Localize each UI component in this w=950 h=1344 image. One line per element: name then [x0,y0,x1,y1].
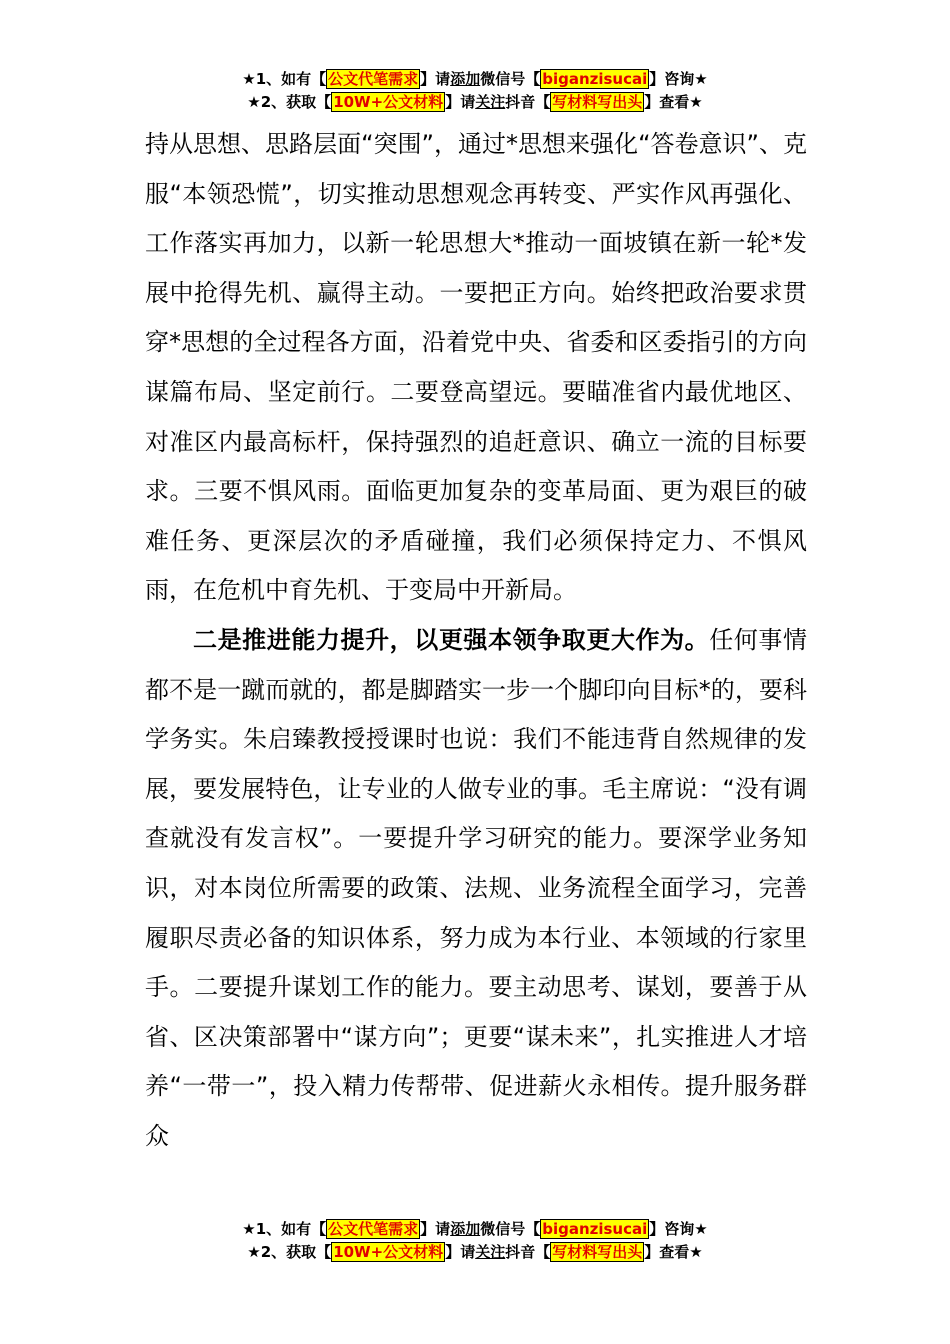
banner-highlight: 公文代笔需求 [328,1220,419,1238]
banner-line-2 [0,91,950,114]
banner-text: 】请 [420,70,451,88]
banner-line-1 [0,68,950,91]
banner-highlight: 10W+公文材料 [333,1243,444,1261]
banner-highlight: 10W+公文材料 [333,93,444,111]
banner-underline: 关注 [475,1243,506,1261]
paragraph-2-heading: 二是推进能力提升，以更强本领争取更大作为。 [193,625,710,654]
document-body [145,120,807,1161]
banner-text: 抖音【 [505,1243,551,1261]
banner-text: 】请 [445,1243,476,1261]
banner-text: 】查看★ [644,1243,703,1261]
banner-highlight: biganzisucai [542,1220,648,1238]
banner-text: 】请 [445,93,476,111]
banner-text: 】咨询★ [649,70,708,88]
banner-text: ★2、获取【 [247,1243,332,1261]
banner-highlight: 公文代笔需求 [328,70,419,88]
banner-text: 】咨询★ [649,1220,708,1238]
banner-text: ★1、如有【 [242,1220,327,1238]
banner-text: ★1、如有【 [242,70,327,88]
paragraph-2 [145,616,807,1162]
footer-banner [0,1218,950,1264]
paragraph-2-body: 任何事情都不是一蹴而就的，都是脚踏实一步一个脚印向目标*的，要科学务实。朱启臻教授授课时也说：我们不能违背自然规律的发展，要发展特色，让专业的人做专业的事。毛主席说：“没有调查就没有发言权”。一要提升学习研究的能力。要深学业务知识，对本岗位所需要的政策、法规、业务流程全面学习，完善履职尽责必备的知识体系，努力成为本行业、本领域的行家里手。二要提升谋划工作的能力。要主动思考、谋划，要善于从省、区决策部署中“谋方向”；更要“谋未来”，扎实推进人才培养“一带一”，投入精力传帮带、促进薪火永相传。提升服务群众 [145,625,807,1150]
banner-highlight: 写材料写出头 [552,93,643,111]
banner-line-2 [0,1241,950,1264]
banner-text: ★2、获取【 [247,93,332,111]
banner-highlight: 写材料写出头 [552,1243,643,1261]
paragraph-1: 持从思想、思路层面“突围”，通过*思想来强化“答卷意识”、克服“本领恐慌”，切实推动思想观念再转变、严实作风再强化、工作落实再加力，以新一轮思想大*推动一面坡镇在新一轮*发展中抢得先机、赢得主动。一要把正方向。始终把政治要求贯穿*思想的全过程各方面，沿着党中央、省委和区委指引的方向谋篇布局、坚定前行。二要登高望远。要瞄准省内最优地区、对准区内最高标杆，保持强烈的追赶意识、确立一流的目标要求。三要不惧风雨。面临更加复杂的变革局面、更为艰巨的破难任务、更深层次的矛盾碰撞，我们必须保持定力、不惧风雨，在危机中育先机、于变局中开新局。 [145,130,807,605]
banner-text: 】查看★ [644,93,703,111]
banner-underline: 关注 [475,93,506,111]
banner-text: 抖音【 [505,93,551,111]
banner-line-1 [0,1218,950,1241]
banner-underline: 添加 [450,1220,481,1238]
banner-text: 微信号【 [480,70,541,88]
banner-highlight: biganzisucai [542,70,648,88]
banner-underline: 添加 [450,70,481,88]
header-banner [0,68,950,114]
banner-text: 微信号【 [480,1220,541,1238]
banner-text: 】请 [420,1220,451,1238]
